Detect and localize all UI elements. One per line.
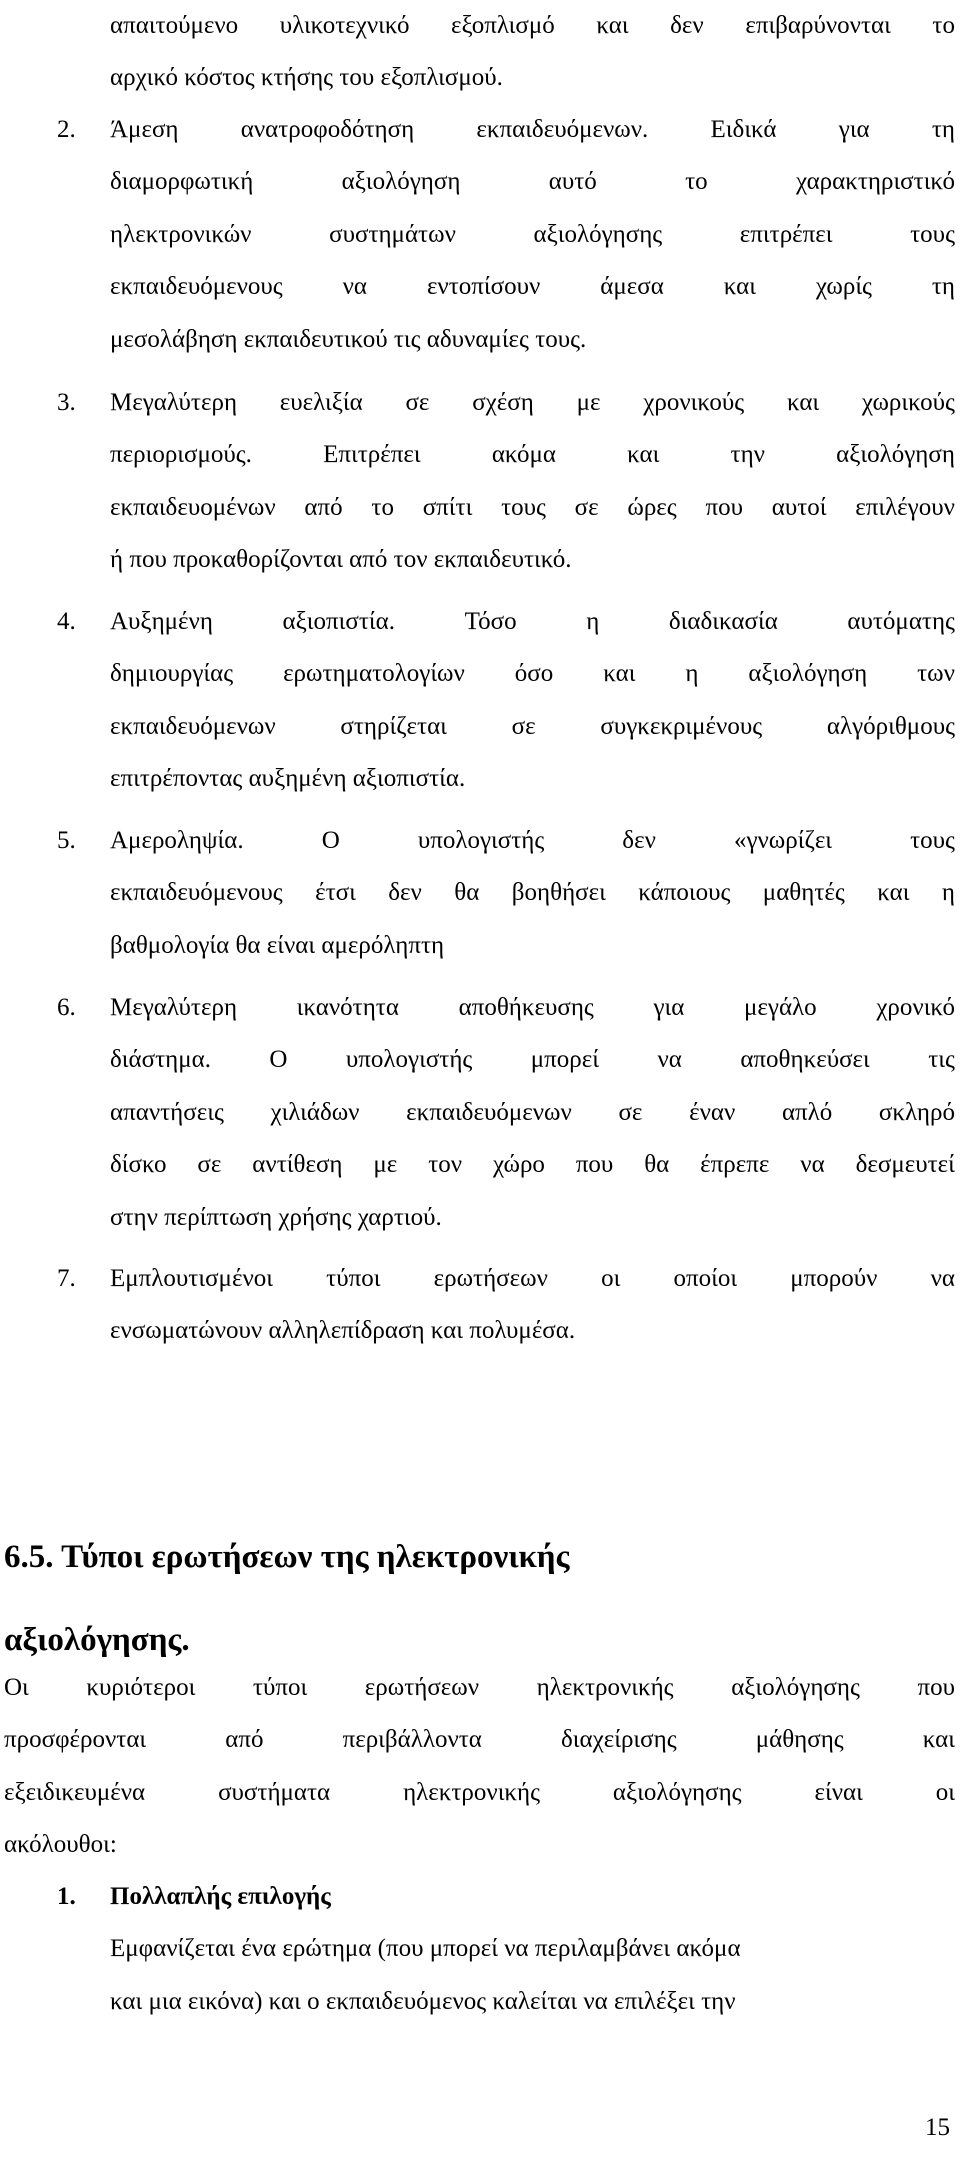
list-item-last-line: στην περίπτωση χρήσης χαρτιού.	[110, 1203, 442, 1231]
word: αποθηκεύσει	[740, 1046, 870, 1074]
section-heading-line-2: αξιολόγησης.	[4, 1622, 190, 1658]
word: σε	[618, 1098, 643, 1126]
list-item-number: 7.	[57, 1265, 76, 1292]
word: οποίοι	[673, 1265, 738, 1292]
word: μπορεί	[530, 1046, 600, 1074]
word: δεν	[622, 827, 656, 854]
word: και	[603, 660, 636, 688]
word: σε	[197, 1151, 222, 1179]
word: προσφέρονται	[4, 1726, 147, 1754]
word: αυτοί	[771, 493, 827, 521]
word: τους	[910, 220, 955, 248]
list-item-line	[110, 1034, 955, 1086]
word: και	[786, 389, 820, 416]
word: χώρο	[492, 1151, 545, 1179]
list-item-line	[110, 1253, 955, 1305]
word: απαιτούμενο	[110, 12, 239, 39]
word: τύποι	[326, 1265, 381, 1292]
section-paragraph-line	[4, 1767, 955, 1819]
word: δεν	[670, 12, 704, 39]
list-item-line	[110, 104, 955, 156]
word: Επιτρέπει	[323, 441, 421, 469]
word: τη	[931, 116, 955, 143]
word: αξιολόγηση	[341, 168, 461, 196]
word: οι	[935, 1778, 955, 1806]
word: ώρες	[627, 493, 677, 521]
word: οι	[601, 1265, 621, 1292]
word: τους	[910, 827, 955, 854]
list-item-line	[110, 429, 955, 481]
word: το	[932, 12, 955, 39]
word: η	[941, 879, 955, 907]
word: μάθησης	[755, 1726, 844, 1754]
list-item-text	[110, 377, 955, 587]
word: ερωτήσεων	[364, 1674, 480, 1701]
word: στηρίζεται	[340, 712, 447, 740]
list-item-text	[110, 104, 955, 366]
list-item-text	[110, 982, 955, 1244]
word: μεγάλο	[744, 994, 817, 1021]
list-item-number: 6.	[57, 994, 76, 1021]
word: η	[586, 608, 600, 635]
list-item-last-line: ενσωματώνουν αλληλεπίδραση και πολυμέσα.	[110, 1317, 576, 1345]
word: αξιολόγησης	[731, 1674, 860, 1701]
word: αξιολόγηση	[748, 660, 868, 688]
word: εκπαιδευόμενων.	[476, 116, 649, 143]
list-item-last-line: μεσολάβηση εκπαιδευτικού τις αδυναμίες τους.	[110, 325, 587, 353]
word: να	[342, 273, 368, 301]
word: Ειδικά	[710, 116, 777, 143]
list-item-line	[110, 156, 955, 208]
word: αποθήκευσης	[458, 994, 594, 1021]
word: αξιοπιστία.	[282, 608, 395, 635]
word: εκπαιδευομένων	[110, 493, 276, 521]
list-item-line	[110, 261, 955, 313]
word: τη	[931, 273, 955, 301]
word: Αμεροληψία.	[110, 827, 244, 854]
section-paragraph-last-line: ακόλουθοι:	[4, 1831, 117, 1859]
word: άμεσα	[600, 273, 664, 301]
word: συγκεκριμένους	[600, 712, 763, 740]
word: τον	[428, 1151, 463, 1179]
word: εξειδικευμένα	[4, 1778, 146, 1806]
word: διάστημα.	[110, 1046, 211, 1074]
list-item-number: 5.	[57, 827, 76, 854]
word: που	[705, 493, 743, 521]
word: που	[575, 1151, 614, 1179]
word: αξιολόγησης	[612, 1778, 742, 1806]
word: Εμπλουτισμένοι	[110, 1265, 273, 1292]
word: χαρακτηριστικό	[796, 168, 955, 196]
word: εκπαιδευόμενων	[110, 712, 276, 740]
word: υπολογιστής	[417, 827, 545, 854]
word: σχέση	[472, 389, 534, 416]
word: δεν	[388, 879, 422, 907]
word: συστημάτων	[329, 220, 456, 248]
word: χρονικούς	[643, 389, 745, 416]
word: Τόσο	[464, 608, 517, 635]
word: από	[225, 1726, 264, 1754]
word: με	[373, 1151, 398, 1179]
list-item-line	[110, 815, 955, 867]
word: ερωτήσεων	[433, 1265, 548, 1292]
word: έναν	[689, 1098, 736, 1126]
word: ακόμα	[491, 441, 556, 469]
word: Άμεση	[110, 116, 179, 143]
word: για	[838, 116, 870, 143]
word: μαθητές	[762, 879, 845, 907]
word: να	[657, 1046, 682, 1074]
word: χωρικούς	[861, 389, 955, 416]
word: σε	[511, 712, 536, 740]
word: σπίτι	[422, 493, 473, 521]
word: κάποιους	[638, 879, 731, 907]
word: υπολογιστής	[345, 1046, 473, 1074]
word: Ο	[321, 827, 340, 854]
word: το	[685, 168, 708, 196]
word: εντοπίσουν	[426, 273, 541, 301]
section-heading-line-1: 6.5. Τύποι ερωτήσεων της ηλεκτρονικής	[4, 1539, 570, 1575]
word: Οι	[4, 1674, 29, 1701]
subitem-content	[110, 1871, 955, 2028]
word: υλικοτεχνικό	[279, 12, 410, 39]
word: περιβάλλοντα	[342, 1726, 482, 1754]
list-item-text	[110, 815, 955, 972]
word: την	[730, 441, 765, 469]
word: εκπαιδευόμενους	[110, 273, 283, 301]
intro-line-2: αρχικό κόστος κτήσης του εξοπλισμού.	[110, 64, 503, 92]
subitem-line-1: Εμφανίζεται ένα ερώτημα (που μπορεί να περιλαμβάνει ακόμα	[110, 1935, 741, 1963]
list-item-line	[110, 482, 955, 534]
subitem-number: 1.	[57, 1883, 76, 1910]
word: «γνωρίζει	[733, 827, 833, 854]
word: χωρίς	[815, 273, 872, 301]
word: όσο	[514, 660, 554, 688]
section-paragraph-line	[4, 1662, 955, 1714]
list-item-line	[110, 701, 955, 753]
word: που	[917, 1674, 955, 1701]
word: από	[304, 493, 343, 521]
section-heading	[4, 1523, 954, 1674]
word: η	[685, 660, 699, 688]
word: ευελιξία	[279, 389, 363, 416]
word: διαχείρισης	[561, 1726, 677, 1754]
word: και	[922, 1726, 955, 1754]
list-item-line	[110, 648, 955, 700]
word: έπρεπε	[700, 1151, 770, 1179]
list-item-line	[110, 1087, 955, 1139]
word: περιορισμούς.	[110, 441, 252, 469]
word: τις	[928, 1046, 955, 1074]
word: έτσι	[315, 879, 356, 907]
word: ερωτηματολογίων	[283, 660, 465, 688]
word: αξιολόγηση	[836, 441, 955, 469]
word: και	[723, 273, 756, 301]
word: επιτρέπει	[739, 220, 833, 248]
word: ανατροφοδότηση	[240, 116, 415, 143]
word: δημιουργίας	[110, 660, 234, 688]
list-item-number: 4.	[57, 608, 76, 635]
word: ηλεκτρονικής	[403, 1778, 540, 1806]
list-item-number: 3.	[57, 389, 76, 416]
list-item-line	[110, 1139, 955, 1191]
list-item-last-line: ή που προκαθορίζονται από τον εκπαιδευτικό.	[110, 546, 572, 574]
word: θα	[454, 879, 480, 907]
word: χρονικό	[876, 994, 955, 1021]
word: απαντήσεις	[110, 1098, 224, 1126]
word: διαδικασία	[668, 608, 778, 635]
word: είναι	[814, 1778, 863, 1806]
word: δεσμευτεί	[855, 1151, 955, 1179]
word: και	[627, 441, 660, 469]
word: επιλέγουν	[855, 493, 955, 521]
word: κυριότεροι	[86, 1674, 196, 1701]
list-item-last-line: βαθμολογία θα είναι αμερόληπτη	[110, 931, 445, 959]
word: σε	[405, 389, 430, 416]
word: το	[371, 493, 394, 521]
word: να	[800, 1151, 825, 1179]
word: διαμορφωτική	[110, 168, 254, 196]
word: και	[596, 12, 629, 39]
list-item-number: 2.	[57, 116, 76, 143]
word: για	[653, 994, 685, 1021]
word: Αυξημένη	[110, 608, 213, 635]
word: αυτόματης	[847, 608, 955, 635]
word: συστήματα	[218, 1778, 331, 1806]
word: Μεγαλύτερη	[110, 389, 238, 416]
word: και	[877, 879, 910, 907]
section-paragraph	[4, 1662, 955, 1872]
word: των	[917, 660, 955, 688]
word: αλγόριθμους	[826, 712, 955, 740]
word: αξιολόγησης	[533, 220, 663, 248]
subitem-title: Πολλαπλής επιλογής	[110, 1883, 331, 1910]
word: σκληρό	[878, 1098, 955, 1126]
word: τους	[501, 493, 546, 521]
subitem-line-2: και μια εικόνα) και ο εκπαιδευόμενος καλείται να επιλέξει την	[110, 1987, 736, 2015]
word: εκπαιδευόμενων	[406, 1098, 572, 1126]
word: ηλεκτρονικών	[110, 220, 252, 248]
list-item-line	[110, 596, 955, 648]
list-item-line	[110, 377, 955, 429]
word: μπορούν	[790, 1265, 878, 1292]
word: επιβαρύνονται	[745, 12, 891, 39]
word: να	[930, 1265, 955, 1292]
intro-line-1	[110, 0, 955, 52]
word: αυτό	[548, 168, 597, 196]
intro-paragraph	[110, 0, 955, 105]
list-item-line	[110, 982, 955, 1034]
word: βοηθήσει	[511, 879, 606, 907]
list-item-text	[110, 1253, 955, 1358]
list-item-text	[110, 596, 955, 806]
word: τύποι	[252, 1674, 308, 1701]
list-item-line	[110, 867, 955, 919]
word: απλό	[781, 1098, 833, 1126]
word: δίσκο	[110, 1151, 167, 1179]
word: ηλεκτρονικής	[536, 1674, 674, 1701]
word: εξοπλισμό	[451, 12, 555, 39]
word: Ο	[269, 1046, 288, 1074]
section-paragraph-line	[4, 1714, 955, 1766]
word: ικανότητα	[296, 994, 399, 1021]
word: εκπαιδευόμενους	[110, 879, 283, 907]
word: θα	[644, 1151, 670, 1179]
word: σε	[574, 493, 599, 521]
word: με	[576, 389, 601, 416]
page-number: 15	[925, 2114, 950, 2141]
word: χιλιάδων	[270, 1098, 360, 1126]
word: αντίθεση	[252, 1151, 343, 1179]
word: Μεγαλύτερη	[110, 994, 238, 1021]
list-item-last-line: επιτρέποντας αυξημένη αξιοπιστία.	[110, 765, 466, 793]
list-item-line	[110, 209, 955, 261]
